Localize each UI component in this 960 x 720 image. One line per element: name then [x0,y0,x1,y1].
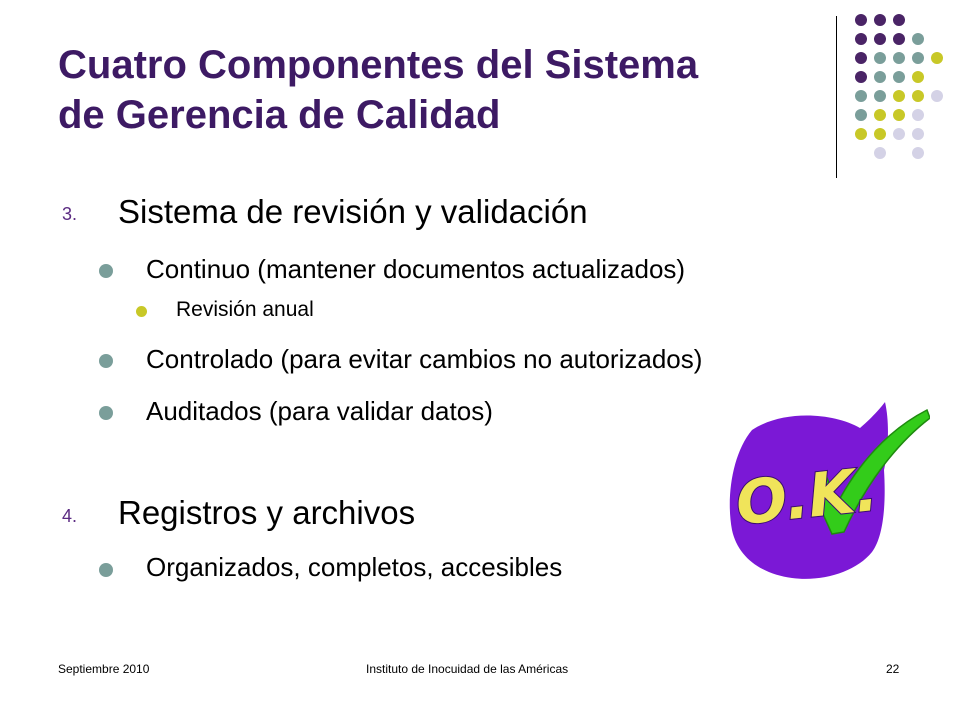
bullet-icon [99,563,113,577]
sub-bullet-icon [136,306,147,317]
ok-checkmark-image [728,398,930,588]
footer-page-number: 22 [886,662,900,676]
list-item: Auditados (para validar datos) [146,396,493,426]
bullet-icon [99,264,113,278]
bullet-icon [99,406,113,420]
list-item: Controlado (para evitar cambios no autorizados) [146,344,703,374]
footer-organization: Instituto de Inocuidad de las Américas [366,662,569,676]
bullet-icon [99,354,113,368]
section-heading: Sistema de revisión y validación [118,193,588,230]
ok-letters-label: O.K. [732,454,882,540]
slide-title-line-1: Cuatro Componentes del Sistema [58,43,699,87]
section-number: 3. [62,204,78,224]
footer-date: Septiembre 2010 [58,662,150,676]
list-item: Organizados, completos, accesibles [146,552,563,582]
sub-list-item: Revisión anual [176,298,314,321]
section-number: 4. [62,506,78,526]
section-heading: Registros y archivos [118,494,416,531]
list-item: Continuo (mantener documentos actualizados) [146,254,686,284]
slide-title-line-2: de Gerencia de Calidad [58,93,501,137]
